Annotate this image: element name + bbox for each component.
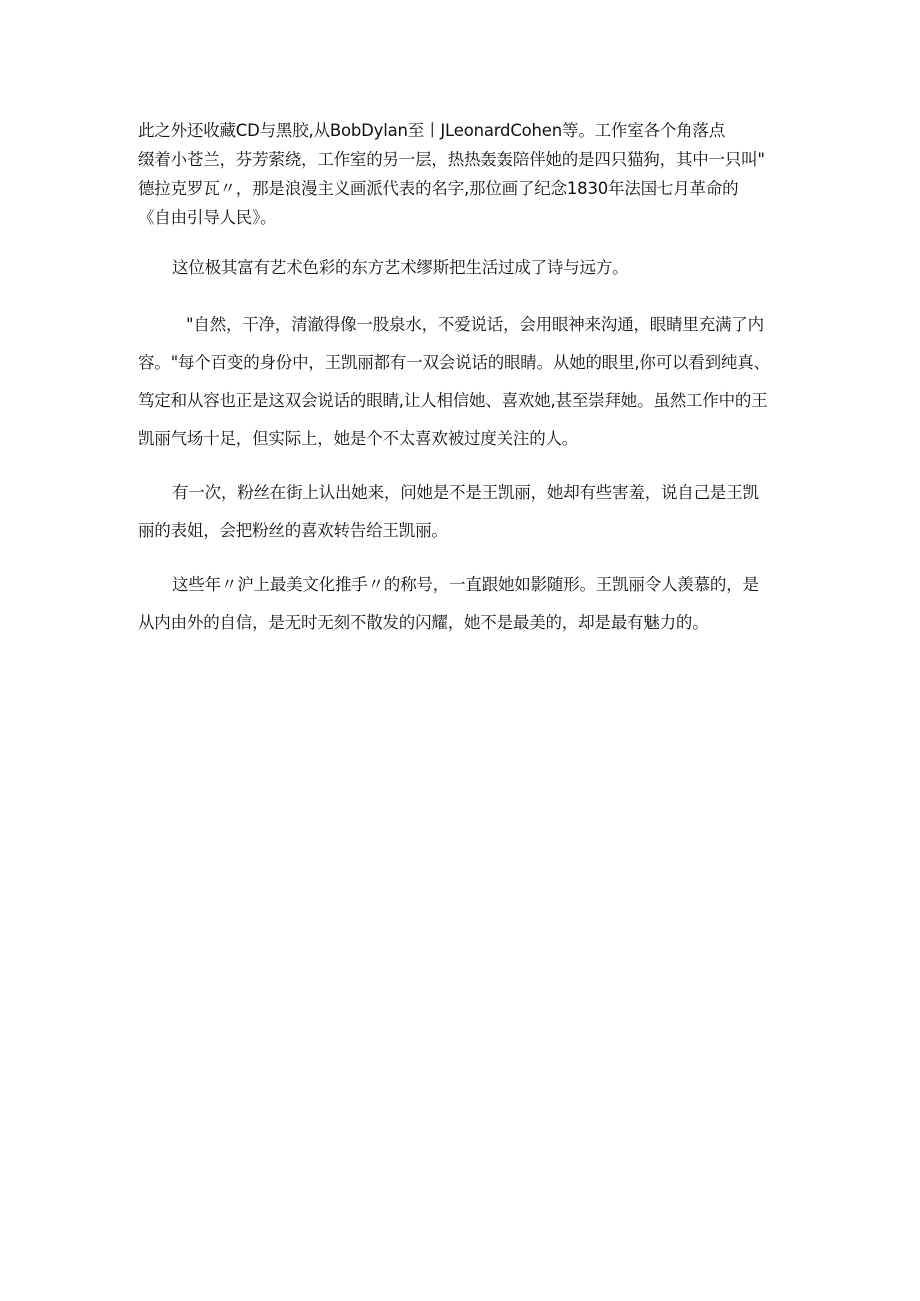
paragraph-1: [138, 116, 794, 232]
paragraph-5: [138, 566, 794, 642]
paragraph-line: 这位极其富有艺术色彩的东方艺术缪斯把生活过成了诗与远方。: [172, 258, 629, 277]
paragraph-line: 缀着小苍兰，芬芳萦绕，工作室的另一层，热热轰轰陪伴她的是四只猫狗，其中一只叫": [138, 150, 765, 169]
paragraph-line: 从内由外的自信，是无时无刻不散发的闪耀，她不是最美的，却是最有魅力的。: [138, 613, 709, 632]
paragraph-line: 《自由引导人民》。: [138, 208, 277, 227]
paragraph-line: 笃定和从容也正是这双会说话的眼睛,让人相信她、喜欢她,甚至崇拜她。虽然工作中的王: [138, 391, 768, 410]
paragraph-line: 德拉克罗瓦〃，那是浪漫主义画派代表的名字,那位画了纪念1830年法国七月革命的: [138, 179, 739, 198]
paragraph-line: 这些年〃沪上最美文化推手〃的称号，一直跟她如影随形。王凯丽令人羡慕的，是: [172, 575, 759, 594]
document-body: [138, 116, 794, 642]
paragraph-2: [138, 253, 794, 282]
paragraph-line: 丽的表姐，会把粉丝的喜欢转告给王凯丽。: [138, 521, 448, 540]
paragraph-line: 有一次，粉丝在街上认出她来，问她是不是王凯丽，她却有些害羞，说自己是王凯: [172, 483, 759, 502]
paragraph-line: 凯丽气场十足，但实际上，她是个不太喜欢被过度关注的人。: [138, 429, 579, 448]
paragraph-line: 容。"每个百变的身份中，王凯丽都有一双会说话的眼睛。从她的眼里,你可以看到纯真、: [138, 353, 770, 372]
paragraph-line: 此之外还收藏CD与黑胶,从BobDylan至丨JLeonardCohen等。工作室各个角落点: [138, 121, 726, 140]
paragraph-line: "自然，干净，清澈得像一股泉水，不爱说话，会用眼神来沟通，眼睛里充满了内: [186, 315, 764, 334]
paragraph-4: [138, 474, 794, 550]
paragraph-3: [138, 306, 794, 458]
